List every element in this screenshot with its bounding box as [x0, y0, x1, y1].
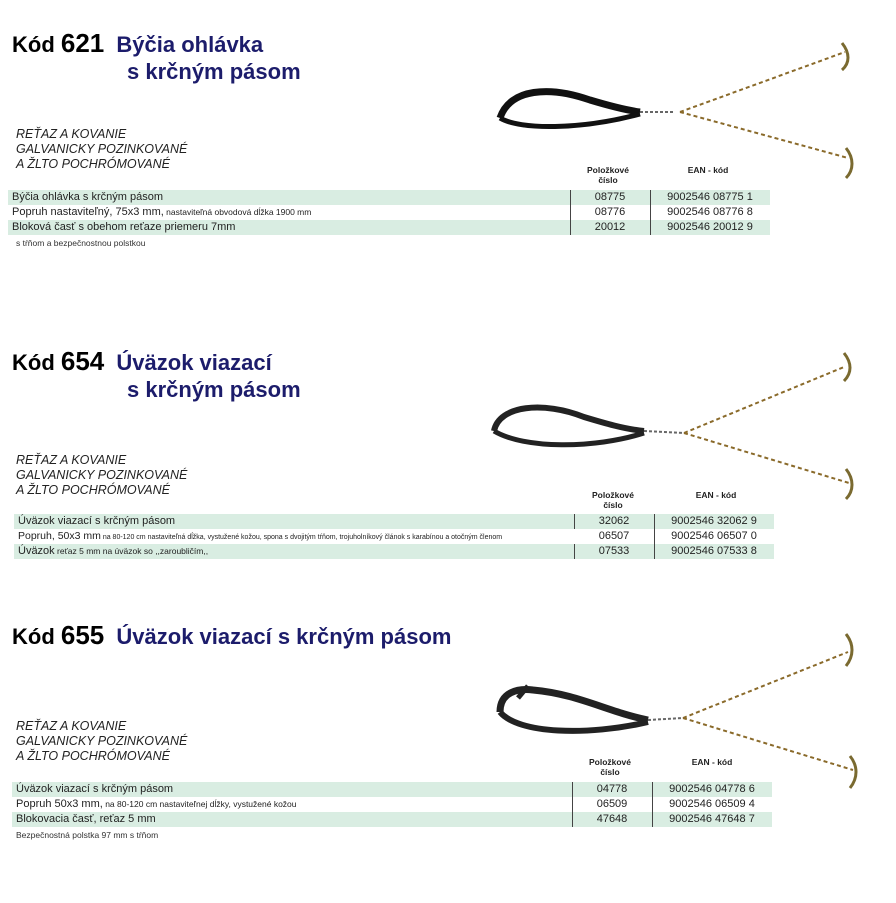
header-item-line: Položkové [591, 490, 635, 500]
row-description: Úväzok viazací s krčným pásom [16, 783, 174, 795]
row-description: Úväzok reťaz 5 mm na úväzok so ,,zaroubličím,, [18, 545, 209, 557]
product-name-line2: s krčným pásom [127, 377, 301, 402]
header-item-number [578, 490, 648, 510]
row-description: Popruh nastaviteľný, 75x3 mm, nastaviteľná obvodová dĺžka 1900 mm [12, 206, 312, 218]
header-item-line: číslo [598, 175, 618, 185]
row-item-number: 20012 [594, 221, 626, 233]
header-item-line: číslo [600, 767, 620, 777]
header-item-number [575, 757, 645, 777]
halter-illustration [488, 628, 873, 793]
row-item-number: 32062 [598, 515, 630, 527]
row-description: Bloková časť s obehom reťaze priemeru 7mm [12, 221, 236, 233]
row-description: Úväzok viazací s krčným pásom [18, 515, 176, 527]
row-description: Popruh 50x3 mm, na 80-120 cm nastaviteľnej dĺžky, vystužené kožou [16, 798, 297, 810]
row-ean: 9002546 08776 8 [667, 206, 753, 218]
row-description: Blokovacia časť, reťaz 5 mm [16, 813, 156, 825]
code-prefix: Kód [12, 350, 55, 375]
product-code-title [12, 28, 263, 59]
code-number: 655 [60, 620, 105, 650]
row-item-number: 47648 [596, 813, 628, 825]
header-ean: EAN - kód [691, 757, 733, 767]
table-row [12, 797, 772, 812]
row-ean: 9002546 07533 8 [671, 545, 757, 557]
code-prefix: Kód [12, 624, 55, 649]
table-row [14, 514, 774, 529]
row-item-number: 08776 [594, 206, 626, 218]
product-name: Úväzok viazací [116, 350, 272, 375]
finish-line: A ŽLTO POCHRÓMOVANÉ [16, 157, 170, 171]
row-ean: 9002546 32062 9 [671, 515, 757, 527]
finish-text [16, 453, 187, 498]
row-item-number: 06509 [596, 798, 628, 810]
row-item-number: 06507 [574, 529, 654, 544]
row-ean: 9002546 08775 1 [667, 191, 753, 203]
header-item-line: Položkové [586, 165, 630, 175]
row-ean: 9002546 04778 6 [669, 783, 755, 795]
finish-line: GALVANICKY POZINKOVANÉ [16, 468, 188, 482]
row-ean: 9002546 06509 4 [669, 798, 755, 810]
code-number: 621 [60, 28, 105, 58]
row-ean: 9002546 06507 0 [671, 530, 757, 542]
row-note: Bezpečnostná polstka 97 mm s tŕňom [16, 830, 159, 840]
finish-line: REŤAZ A KOVANIE [16, 719, 127, 733]
row-description: Popruh, 50x3 mm na 80-120 cm nastaviteľná dĺžka, vystužené kožou, spona s dvojitým tŕňom, trojuholníkový článok s karabínou a otočným členom [18, 530, 503, 542]
row-ean: 9002546 20012 9 [667, 221, 753, 233]
row-item-number: 08775 [594, 191, 626, 203]
code-number: 654 [60, 346, 105, 376]
finish-line: REŤAZ A KOVANIE [16, 127, 127, 141]
product-name-line2: s krčným pásom [127, 59, 301, 84]
code-prefix: Kód [12, 32, 55, 57]
header-item-number [573, 165, 643, 185]
product-name: Býčia ohlávka [116, 32, 264, 57]
header-ean: EAN - kód [687, 165, 729, 175]
table-row [8, 220, 770, 235]
row-note: s tŕňom a bezpečnostnou polstkou [16, 238, 146, 248]
finish-line: A ŽLTO POCHRÓMOVANÉ [16, 749, 170, 763]
table-row [14, 544, 774, 559]
row-item-number: 04778 [596, 783, 628, 795]
product-code-title [12, 346, 272, 377]
product-name: Úväzok viazací s krčným pásom [116, 624, 452, 649]
product-code-title [12, 620, 451, 651]
header-item-line: Položkové [588, 757, 632, 767]
finish-line: REŤAZ A KOVANIE [16, 453, 127, 467]
finish-text [16, 127, 187, 172]
table-row [8, 205, 770, 220]
row-item-number: 07533 [598, 545, 630, 557]
finish-line: GALVANICKY POZINKOVANÉ [16, 734, 188, 748]
row-ean: 9002546 47648 7 [669, 813, 755, 825]
header-item-line: číslo [603, 500, 623, 510]
table-row [14, 529, 774, 544]
table-row [12, 812, 772, 827]
header-ean: EAN - kód [695, 490, 737, 500]
table-row [8, 190, 770, 205]
row-description: Býčia ohlávka s krčným pásom [12, 191, 163, 203]
finish-line: GALVANICKY POZINKOVANÉ [16, 142, 188, 156]
finish-line: A ŽLTO POCHRÓMOVANÉ [16, 483, 170, 497]
table-row [12, 782, 772, 797]
halter-illustration [484, 345, 869, 505]
finish-text [16, 719, 187, 764]
